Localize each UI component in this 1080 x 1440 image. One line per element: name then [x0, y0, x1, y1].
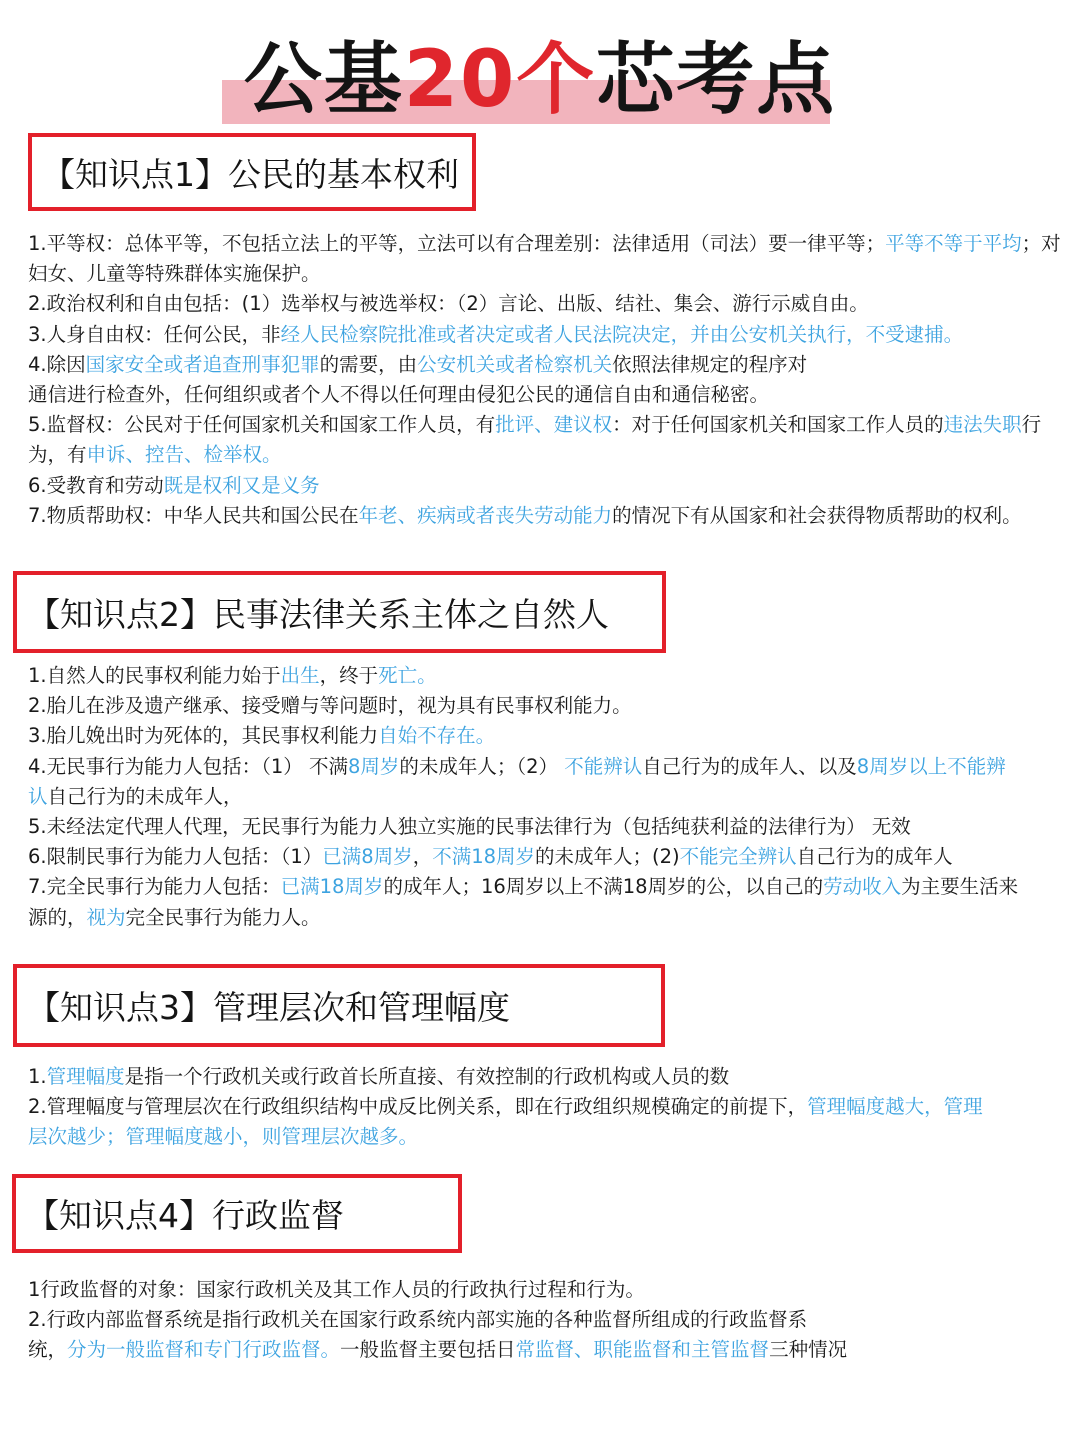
body-text: 6.受教育和劳动: [28, 473, 164, 497]
body-text: 的需要，由: [319, 352, 418, 376]
highlighted-text: 劳动收入: [823, 875, 902, 899]
body-text: 1行政监督的对象：国家行政机关及其工作人员的行政执行过程和行为。: [28, 1278, 645, 1301]
body-text: 6.限制民事行为能力人包括：（1）: [28, 845, 323, 869]
body-text: 完全民事行为能力人。: [125, 905, 321, 929]
highlighted-text: 出生: [280, 664, 320, 687]
kp3-section: [28, 1062, 998, 1153]
body-text: 一般监督主要包括日: [340, 1338, 516, 1362]
highlighted-text: 自始不存在。: [378, 724, 496, 748]
highlighted-text: 8周岁以上不能辨认: [28, 754, 1006, 808]
body-text: 三种情况: [769, 1338, 848, 1362]
body-text: 4.无民事行为能力人包括：（1） 不满: [28, 754, 348, 778]
body-text: 依照法律规定的程序对: [612, 352, 808, 376]
body-text: ，终于: [319, 664, 379, 687]
body-text: 自己行为的成年人: [796, 845, 953, 869]
body-text: 3.胎儿娩出时为死体的，其民事权利能力: [28, 724, 379, 748]
list-item: [28, 812, 1020, 842]
list-item: [28, 1275, 928, 1305]
body-text: 是指一个行政机关或行政首长所直接、有效控制的行政机构或人员的数: [124, 1065, 730, 1088]
body-text: 1.: [28, 1065, 47, 1088]
highlighted-text: 不能辨认: [564, 754, 643, 778]
body-text: 为主要生活来源的，: [28, 875, 1019, 929]
highlighted-text: 公安机关或者检察机关: [417, 352, 613, 376]
body-text: 的情况下有从国家和社会获得物质帮助的权利。: [612, 503, 1022, 527]
list-item: [28, 289, 1070, 319]
body-text: 5.监督权：公民对于任何国家机关和国家工作人员，有: [28, 413, 496, 437]
kp4-heading: 【知识点4】行政监督: [12, 1174, 462, 1253]
highlighted-text: 不满18周岁: [432, 845, 536, 869]
list-item: [28, 320, 1070, 350]
body-text: 的成年人；16周岁以上不满18周岁的公，以自己的: [383, 875, 824, 899]
body-text: ；对妇女、儿童等特殊群体实施保护。: [28, 232, 1061, 286]
body-text: ：对于任何国家机关和国家工作人员的: [612, 413, 944, 437]
list-item: [28, 350, 1070, 380]
list-item: [28, 1335, 928, 1365]
list-item: [28, 752, 1020, 812]
list-item: [28, 380, 1070, 410]
highlighted-text: 批评、建议权: [495, 413, 613, 437]
list-item: [28, 471, 1070, 501]
title-area: [0, 30, 1080, 130]
title-part-3: 芯考点: [596, 35, 837, 125]
highlighted-text: 违法失职: [943, 413, 1022, 437]
body-text: 统，: [28, 1338, 68, 1362]
body-text: 的未成年人；(2): [535, 845, 680, 869]
highlighted-text: 平等不等于平均: [885, 232, 1022, 255]
body-text: 2.政治权利和自由包括：(1）选举权与被选举权：（2）言论、出版、结社、集会、游行示威自由。: [28, 292, 869, 316]
list-item: [28, 842, 1020, 872]
highlighted-text: 管理幅度: [46, 1065, 125, 1088]
list-item: [28, 229, 1070, 289]
kp1-section: [28, 229, 1070, 531]
kp2-heading: 【知识点2】民事法律关系主体之自然人: [13, 571, 666, 653]
kp3-heading: 【知识点3】管理层次和管理幅度: [13, 964, 665, 1047]
list-item: [28, 410, 1070, 470]
body-text: ，: [412, 845, 433, 869]
body-text: 1.平等权：总体平等，不包括立法上的平等，立法可以有合理差别：法律适用（司法）要一律平等；: [28, 232, 886, 255]
body-text: 4.除因: [28, 352, 86, 376]
page-title: [0, 30, 1080, 130]
highlighted-text: 分为一般监督和专门行政监督。: [67, 1338, 341, 1362]
highlighted-text: 8周岁: [347, 754, 400, 778]
body-text: 的未成年人；（2）: [399, 754, 565, 778]
highlighted-text: 申诉、控告、检举权。: [86, 443, 282, 467]
title-part-1: 公基: [243, 35, 404, 125]
body-text: 5.未经法定代理人代理，无民事行为能力人独立实施的民事法律行为（包括纯获利益的法律行为） 无效: [28, 815, 911, 839]
list-item: [28, 691, 1020, 721]
title-part-2: 20个: [403, 35, 597, 125]
list-item: [28, 501, 1070, 531]
body-text: 1.自然人的民事权利能力始于: [28, 664, 281, 687]
body-text: 7.物质帮助权：中华人民共和国公民在: [28, 503, 359, 527]
kp1-heading: 【知识点1】公民的基本权利: [28, 133, 476, 211]
body-text: 3.人身自由权：任何公民，非: [28, 322, 281, 346]
list-item: [28, 721, 1020, 751]
body-text: 2.胎儿在涉及遗产继承、接受赠与等问题时，视为具有民事权利能力。: [28, 694, 632, 718]
list-item: [28, 1092, 998, 1152]
highlighted-text: 不能完全辨认: [679, 845, 797, 869]
highlighted-text: 国家安全或者追查刑事犯罪: [85, 352, 320, 376]
highlighted-text: 已满18周岁: [280, 875, 384, 899]
body-text: 自己行为的成年人、以及: [642, 754, 857, 778]
highlighted-text: 视为: [86, 905, 126, 929]
highlighted-text: 管理幅度越大，管理层次越少；管理幅度越小，则管理层次越多。: [28, 1095, 983, 1149]
highlighted-text: 既是权利又是义务: [163, 473, 320, 497]
body-text: 2.行政内部监督系统是指行政机关在国家行政系统内部实施的各种监督所组成的行政监督系: [28, 1308, 808, 1332]
kp4-section: [28, 1275, 928, 1366]
highlighted-text: 年老、疾病或者丧失劳动能力: [358, 503, 613, 527]
highlighted-text: 常监督、职能监督和主管监督: [515, 1338, 770, 1362]
highlighted-text: 已满8周岁: [322, 845, 413, 869]
list-item: [28, 872, 1020, 932]
list-item: [28, 1305, 928, 1335]
kp2-section: [28, 661, 1020, 933]
highlighted-text: 死亡。: [378, 664, 437, 687]
body-text: 7.完全民事行为能力人包括：: [28, 875, 281, 899]
list-item: [28, 1062, 998, 1092]
body-text: 自己行为的未成年人，: [47, 784, 243, 808]
list-item: [28, 661, 1020, 691]
highlighted-text: 经人民检察院批准或者决定或者人民法院决定，并由公安机关执行，不受逮捕。: [280, 322, 964, 346]
body-text: 通信进行检查外，任何组织或者个人不得以任何理由侵犯公民的通信自由和通信秘密。: [28, 383, 770, 407]
body-text: 2.管理幅度与管理层次在行政组织结构中成反比例关系，即在行政组织规模确定的前提下，: [28, 1095, 808, 1119]
body-text: 行为，有: [28, 413, 1042, 467]
